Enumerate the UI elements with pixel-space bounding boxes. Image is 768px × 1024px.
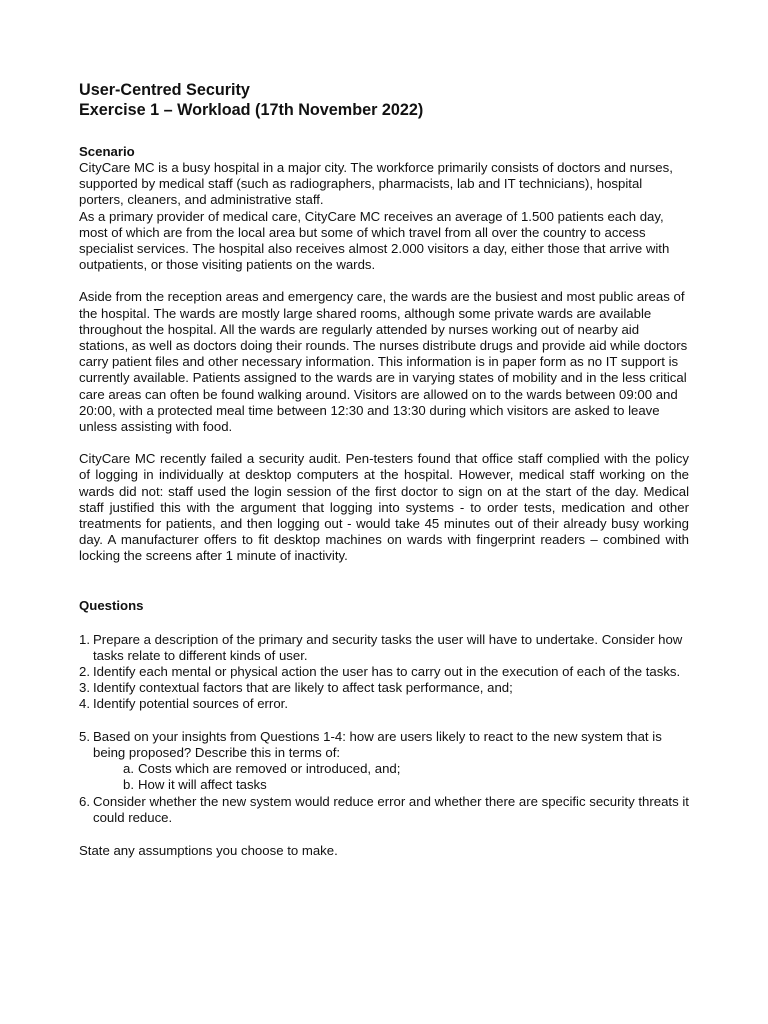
questions-list-c bbox=[79, 794, 689, 826]
sub-list bbox=[79, 761, 689, 793]
question-item: 1. Prepare a description of the primary and security tasks the user will have to undertake. Consider how tasks relate to different kinds of user. bbox=[79, 631, 683, 663]
questions-heading: Questions bbox=[79, 597, 144, 613]
question-item: 6. Consider whether the new system would reduce error and whether there are specific security threats it could reduce. bbox=[79, 793, 689, 825]
question-item: 5. Based on your insights from Questions 1-4: how are users likely to react to the new system that is being proposed? Describe this in terms of: bbox=[79, 728, 662, 760]
exercise-title: Exercise 1 – Workload (17th November 2022) bbox=[79, 101, 424, 119]
sub-item: b. How it will affect tasks bbox=[123, 777, 267, 793]
scenario-heading: Scenario bbox=[79, 144, 135, 159]
scenario-paragraph-2: As a primary provider of medical care, CityCare MC receives an average of 1.500 patients each day, most of which are from the local area but some of which travel from all over the country to access specialist services. The hospital also receives almost 2.000 visitors a day, either those that arrive with outpatients, or those visiting patients on the wards. bbox=[79, 208, 670, 273]
questions-list-a bbox=[79, 632, 689, 713]
sub-item: a. Costs which are removed or introduced, and; bbox=[123, 761, 401, 777]
question-item: 2. Identify each mental or physical action the user has to carry out in the execution of each of the tasks. bbox=[79, 664, 681, 680]
question-item: 4. Identify potential sources of error. bbox=[79, 696, 288, 712]
document-page bbox=[79, 80, 689, 859]
questions-list-b bbox=[79, 729, 689, 761]
question-item: 3. Identify contextual factors that are likely to affect task performance, and; bbox=[79, 680, 513, 696]
closing-line: State any assumptions you choose to make. bbox=[79, 842, 338, 858]
scenario-paragraph-3: Aside from the reception areas and emergency care, the wards are the busiest and most public areas of the hospital. The wards are mostly large shared rooms, although some private wards are available throughout the hospital. All the wards are regularly attended by nurses working out of nearby aid stations, as well as doctors doing their rounds. The nurses distribute drugs and provide aid while doctors carry patient files and other necessary information. This information is in paper form as no IT support is currently available. Patients assigned to the wards are in varying states of mobility and in the less critical care areas can often be found walking around. Visitors are allowed on to the wards between 09:00 and 20:00, with a protected meal time between 12:30 and 13:30 during which visitors are asked to leave unless assisting with food. bbox=[79, 289, 688, 435]
document-title: User-Centred Security bbox=[79, 81, 250, 99]
scenario-paragraph-1: CityCare MC is a busy hospital in a major city. The workforce primarily consists of doctors and nurses, supported by medical staff (such as radiographers, pharmacists, lab and IT technicians), hospital porters, cleaners, and administrative staff. bbox=[79, 160, 673, 208]
scenario-paragraph-4: CityCare MC recently failed a security audit. Pen-testers found that office staff complied with the policy of logging in individually at desktop computers at the hospital. However, medical staff working on the wards did not: staff used the login session of the first doctor to sign on at the start of the day. Medical staff justified this with the argument that logging into systems - to order tests, medication and other treatments for patients, and then logging out - would take 45 minutes out of their already busy working day. A manufacturer offers to fit desktop machines on wards with fingerprint readers – combined with locking the screens after 1 minute of inactivity. bbox=[79, 451, 689, 564]
